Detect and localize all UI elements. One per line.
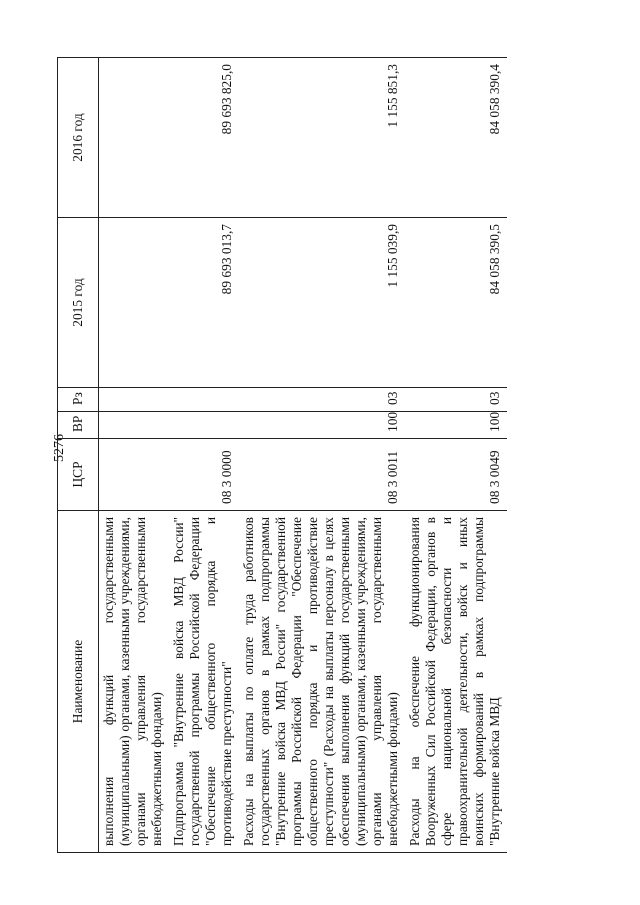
header-csr: ЦСР [58, 439, 99, 511]
row-2015: 1 155 039,9 [239, 218, 405, 388]
table-row [405, 58, 507, 853]
table-row [99, 58, 170, 853]
row-vr: 100 [239, 412, 405, 439]
row-2016 [99, 58, 170, 218]
row-csr: 08 3 0011 [239, 439, 405, 511]
row-name: выполнения функций государственными (муниципальными) органами, казенными учреждениями, органами управления государственными внебюджетными фондами) [99, 511, 170, 853]
row-vr [99, 412, 170, 439]
row-vr [169, 412, 239, 439]
row-2015: 84 058 390,5 [405, 218, 507, 388]
table-row [169, 58, 239, 853]
table-row [239, 58, 405, 853]
row-rz: 03 [239, 388, 405, 412]
row-2016: 89 693 825,0 [169, 58, 239, 218]
header-vr: ВР [58, 412, 99, 439]
header-rz: Рз [58, 388, 99, 412]
rotated-page-content [57, 58, 594, 853]
row-rz [169, 388, 239, 412]
budget-table [57, 57, 507, 853]
row-name: Подпрограмма "Внутренние войска МВД России" государственной программы Российской Федерации "Обеспечение общественного порядка и противодействие преступности" [169, 511, 239, 853]
row-vr: 100 [405, 412, 507, 439]
row-name: Расходы на обеспечение функционирования Вооруженных Сил Российской Федерации, органов в сфере национальной безопасности и правоохранительной деятельности, войск и иных воинских формирований в рамках подпрограммы "Внутренние войска МВД [405, 511, 507, 853]
header-2016: 2016 год [58, 58, 99, 218]
row-name: Расходы на выплаты по оплате труда работников государственных органов в рамках подпрограммы "Внутренние войска МВД России" государственной программы Российской Федерации "Обеспечение общественного порядка и противодействие преступности" (Расходы на выплаты персоналу в целях обеспечения выполнения функций государственными (муниципальными) органами, казенными учреждениями, органами управления государственными внебюджетными фондами) [239, 511, 405, 853]
row-csr: 08 3 0049 [405, 439, 507, 511]
table-header-row [58, 58, 99, 853]
header-2015: 2015 год [58, 218, 99, 388]
header-name: Наименование [58, 511, 99, 853]
row-csr [99, 439, 170, 511]
row-rz: 03 [405, 388, 507, 412]
page-number: 5276 [52, 434, 67, 462]
row-2015: 89 693 013,7 [169, 218, 239, 388]
row-2015 [99, 218, 170, 388]
row-2016: 1 155 851,3 [239, 58, 405, 218]
row-2016: 84 058 390,4 [405, 58, 507, 218]
row-rz [99, 388, 170, 412]
row-csr: 08 3 0000 [169, 439, 239, 511]
